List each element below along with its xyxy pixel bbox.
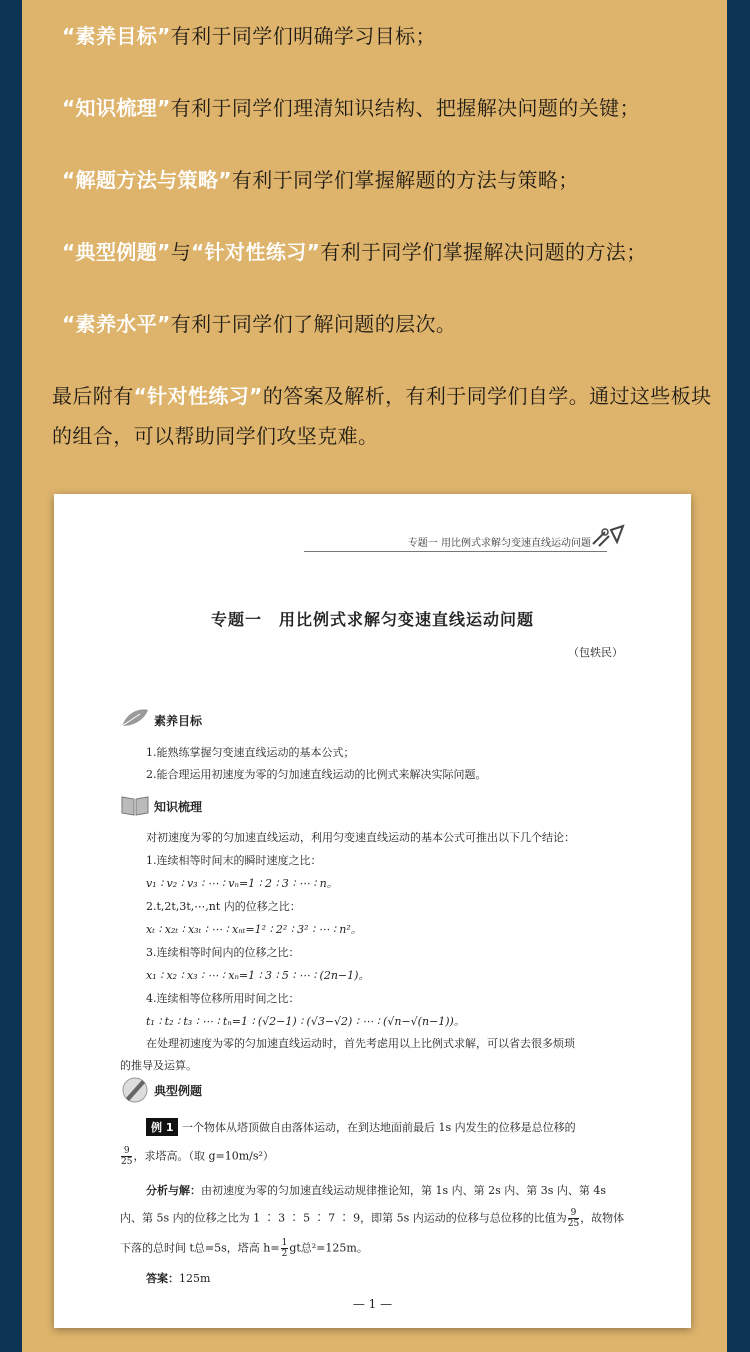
header-rule (304, 551, 607, 552)
analysis-text: 内、第 5s 内的位移之比为 1 ∶ 3 ∶ 5 ∶ 7 ∶ 9，即第 5s 内运动的位移与总位移的比值为 (120, 1211, 567, 1225)
knowledge-line: 2.t,2t,3t,⋯,nt 内的位移之比： (146, 900, 301, 913)
fraction-denominator: 25 (567, 1219, 580, 1229)
intro-text: 有利于同学们明确学习目标； (170, 24, 436, 48)
running-header: 专题一 用比例式求解匀变速直线运动问题 (407, 538, 591, 549)
fraction-numerator: 9 (568, 1208, 579, 1219)
fraction-numerator: 1 (281, 1238, 288, 1248)
knowledge-line: 的推导及运算。 (120, 1059, 197, 1072)
intro-line-methods (62, 164, 579, 193)
section-examples-heading: 典型例题 (154, 1084, 203, 1098)
analysis-line (120, 1208, 624, 1229)
knowledge-formula: v₁ ∶ v₂ ∶ v₃ ∶ ⋯ ∶ vₙ=1 ∶ 2 ∶ 3 ∶ ⋯ ∶ n。 (146, 877, 338, 890)
intro-highlight: “针对性练习” (191, 240, 321, 264)
author: （包轶民） (568, 646, 623, 659)
intro-text: 有利于同学们理清知识结构、把握解决问题的关键； (170, 96, 640, 120)
analysis-text: gt总²=125m。 (289, 1241, 368, 1255)
intro-highlight: “典型例题” (62, 240, 171, 264)
example-question (146, 1118, 576, 1136)
fraction (281, 1238, 289, 1259)
example-question-text: ，求塔高。（取 g=10m/s²） (133, 1149, 274, 1163)
intro-highlight: “素养水平” (62, 312, 171, 336)
closing-paragraph (52, 376, 712, 456)
knowledge-formula: x₁ ∶ x₂ ∶ x₃ ∶ ⋯ ∶ xₙ=1 ∶ 3 ∶ 5 ∶ ⋯ ∶ (2n−1)。 (146, 969, 370, 982)
goal-item: 2.能合理运用初速度为零的匀加速直线运动的比例式来解决实际问题。 (146, 768, 487, 781)
section-knowledge-heading: 知识梳理 (154, 800, 203, 814)
intro-highlight: “解题方法与策略” (62, 168, 232, 192)
analysis-text: ，故物体 (580, 1211, 625, 1225)
fraction-numerator: 9 (121, 1146, 132, 1157)
fraction (568, 1208, 579, 1229)
analysis-text: 由初速度为零的匀加速直线运动规律推论知，第 1s 内、第 2s 内、第 3s 内、第 4s (201, 1184, 607, 1197)
fraction-denominator: 2 (281, 1249, 288, 1259)
knowledge-line: 3.连续相等时间内的位移之比： (146, 946, 300, 959)
answer-label: 答案： (146, 1272, 179, 1285)
answer-line (146, 1270, 210, 1286)
intro-text: 有利于同学们了解问题的层次。 (170, 312, 457, 336)
closing-pre: 最后附有 (52, 384, 134, 408)
analysis-text: 下落的总时间 t总=5s，塔高 h= (120, 1241, 280, 1255)
chapter-title: 专题一 用比例式求解匀变速直线运动问题 (210, 610, 534, 629)
pen-ruler-icon (591, 524, 627, 550)
knowledge-formula: t₁ ∶ t₂ ∶ t₃ ∶ ⋯ ∶ tₙ=1 ∶ (√2−1) ∶ (√3−√2) ∶ ⋯ ∶ (√n−√(n−1))。 (146, 1015, 465, 1028)
knowledge-line: 1.连续相等时间末的瞬时速度之比： (146, 854, 322, 867)
pen-icon (120, 1074, 150, 1104)
knowledge-line: 在处理初速度为零的匀加速直线运动时，首先考虑用以上比例式求解，可以省去很多烦琐 (146, 1037, 575, 1050)
fraction (121, 1146, 132, 1167)
closing-post: 的答案及解析，有利于同学们自学。通过这些板块的组合，可以帮助同学们攻坚克难。 (52, 384, 712, 448)
answer-value: 125m (179, 1272, 211, 1285)
goal-item: 1.能熟练掌握匀变速直线运动的基本公式； (146, 746, 355, 759)
intro-text: 有利于同学们掌握解题的方法与策略； (231, 168, 579, 192)
fraction-denominator: 25 (121, 1157, 133, 1167)
intro-line-level (62, 308, 456, 337)
intro-highlight: “知识梳理” (62, 96, 171, 120)
intro-highlight: “素养目标” (62, 24, 171, 48)
analysis-label: 分析与解： (146, 1184, 201, 1197)
intro-text: 有利于同学们掌握解决问题的方法； (320, 240, 647, 264)
section-goals-heading: 素养目标 (154, 714, 203, 728)
book-page (54, 494, 691, 1328)
intro-line-goals (62, 20, 436, 49)
knowledge-line: 对初速度为零的匀加速直线运动，利用匀变速直线运动的基本公式可推出以下几个结论： (146, 831, 575, 844)
example-badge: 例 1 (146, 1118, 178, 1136)
leaf-icon (120, 706, 150, 730)
page-number: — 1 — (352, 1297, 393, 1311)
intro-connector: 与 (170, 240, 192, 264)
knowledge-formula: xₜ ∶ x₂ₜ ∶ x₃ₜ ∶ ⋯ ∶ xₙₜ=1² ∶ 2² ∶ 3² ∶ ⋯ ∶ n²。 (146, 923, 362, 936)
example-question-cont (120, 1146, 274, 1167)
closing-highlight: “针对性练习” (133, 384, 263, 408)
book-icon (120, 793, 150, 817)
intro-line-examples (62, 236, 647, 265)
analysis-line (146, 1182, 606, 1198)
intro-line-knowledge (62, 92, 640, 121)
analysis-line (120, 1238, 368, 1259)
example-question-text: 一个物体从塔顶做自由落体运动，在到达地面前最后 1s 内发生的位移是总位移的 (181, 1121, 576, 1134)
knowledge-line: 4.连续相等位移所用时间之比： (146, 992, 300, 1005)
